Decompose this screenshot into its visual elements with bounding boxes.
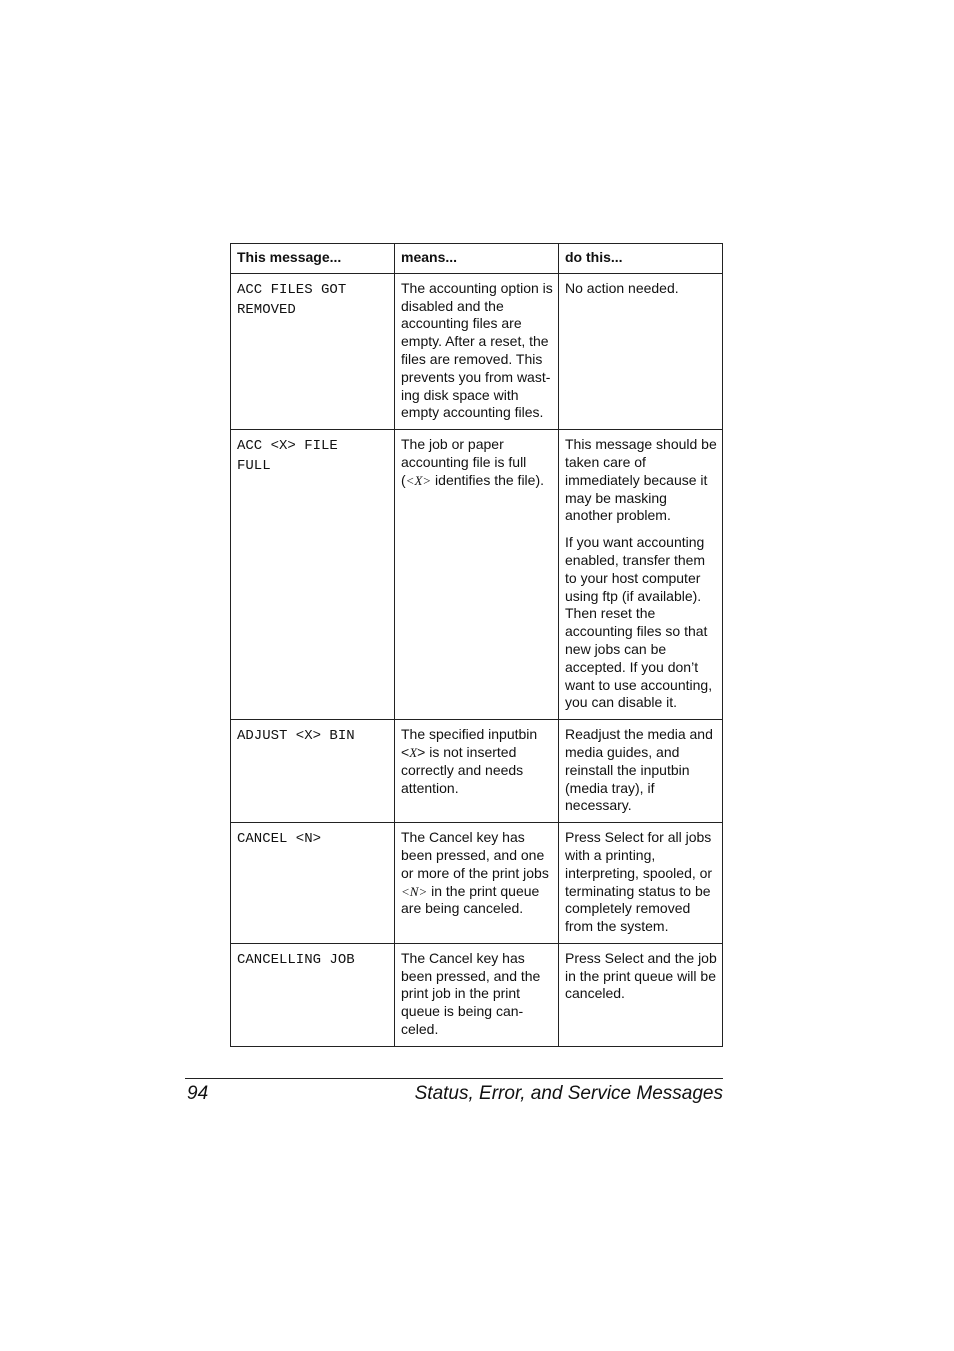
message-code: ACC FILES GOT REMOVED: [231, 273, 395, 429]
page-number: 94: [187, 1083, 209, 1104]
message-action: [559, 823, 723, 944]
table-row: [231, 273, 723, 429]
meaning-text: The Cancel key has been pressed, and one or more of the print jobs: [401, 829, 549, 881]
meaning-variable: X: [409, 744, 418, 760]
table-header-row: [231, 244, 723, 274]
meaning-variable: <X>: [405, 472, 432, 488]
message-code: CANCELLING JOB: [231, 943, 395, 1046]
message-table: [230, 243, 723, 1047]
action-paragraph: Press Select for all jobs with a printing, interpreting, spooled, or terminating status to be completely removed from the system.: [565, 829, 713, 935]
meaning-text: > is not inserted correctly and needs attention.: [401, 743, 524, 796]
message-action: [559, 273, 723, 429]
header-message: This message...: [231, 244, 395, 274]
action-paragraph: No action needed.: [565, 279, 679, 296]
message-action: [559, 720, 723, 823]
header-means: means...: [395, 244, 559, 274]
message-code: CANCEL <N>: [231, 823, 395, 944]
action-paragraph: Readjust the media and media guides, and reinstall the inputbin (media tray), if necessary.: [565, 726, 713, 814]
action-paragraph: This message should be taken care of immediately because it may be masking another problem.: [565, 436, 717, 524]
meaning-text: in the print queue are being canceled.: [401, 882, 540, 917]
table-row: [231, 823, 723, 944]
meaning-text: The specified inputbin <: [401, 726, 538, 760]
table-header: [231, 244, 723, 274]
meaning-text: identifies the file).: [431, 471, 545, 488]
header-action: do this...: [559, 244, 723, 274]
message-meaning: [395, 430, 559, 720]
table-row: [231, 943, 723, 1046]
action-paragraph: If you want accounting enabled, transfer them to your host computer using ftp (if available). Then reset the accounting files so that new jobs can be accepted. If you don’t want to use accounting, you can disable it.: [565, 534, 713, 711]
message-action: [559, 943, 723, 1046]
footer-divider: [185, 1078, 723, 1079]
message-meaning: The accounting option is disabled and the accounting files are empty. After a reset, the files are removed. This prevents you from wast-ing disk space with empty accounting files.: [395, 273, 559, 429]
message-meaning: [395, 720, 559, 823]
running-footer-title: Status, Error, and Service Messages: [414, 1083, 723, 1104]
message-code: ADJUST <X> BIN: [231, 720, 395, 823]
table-row: [231, 430, 723, 720]
table-row: [231, 720, 723, 823]
message-meaning: The Cancel key has been pressed, and the print job in the print queue is being can-celed.: [395, 943, 559, 1046]
message-action: [559, 430, 723, 720]
action-paragraph: Press Select and the job in the print queue will be canceled.: [565, 949, 717, 1002]
meaning-text: The job or paper accounting file is full (: [401, 436, 527, 488]
message-code: ACC <X> FILE FULL: [231, 430, 395, 720]
message-meaning: [395, 823, 559, 944]
meaning-variable: <N>: [401, 883, 428, 899]
